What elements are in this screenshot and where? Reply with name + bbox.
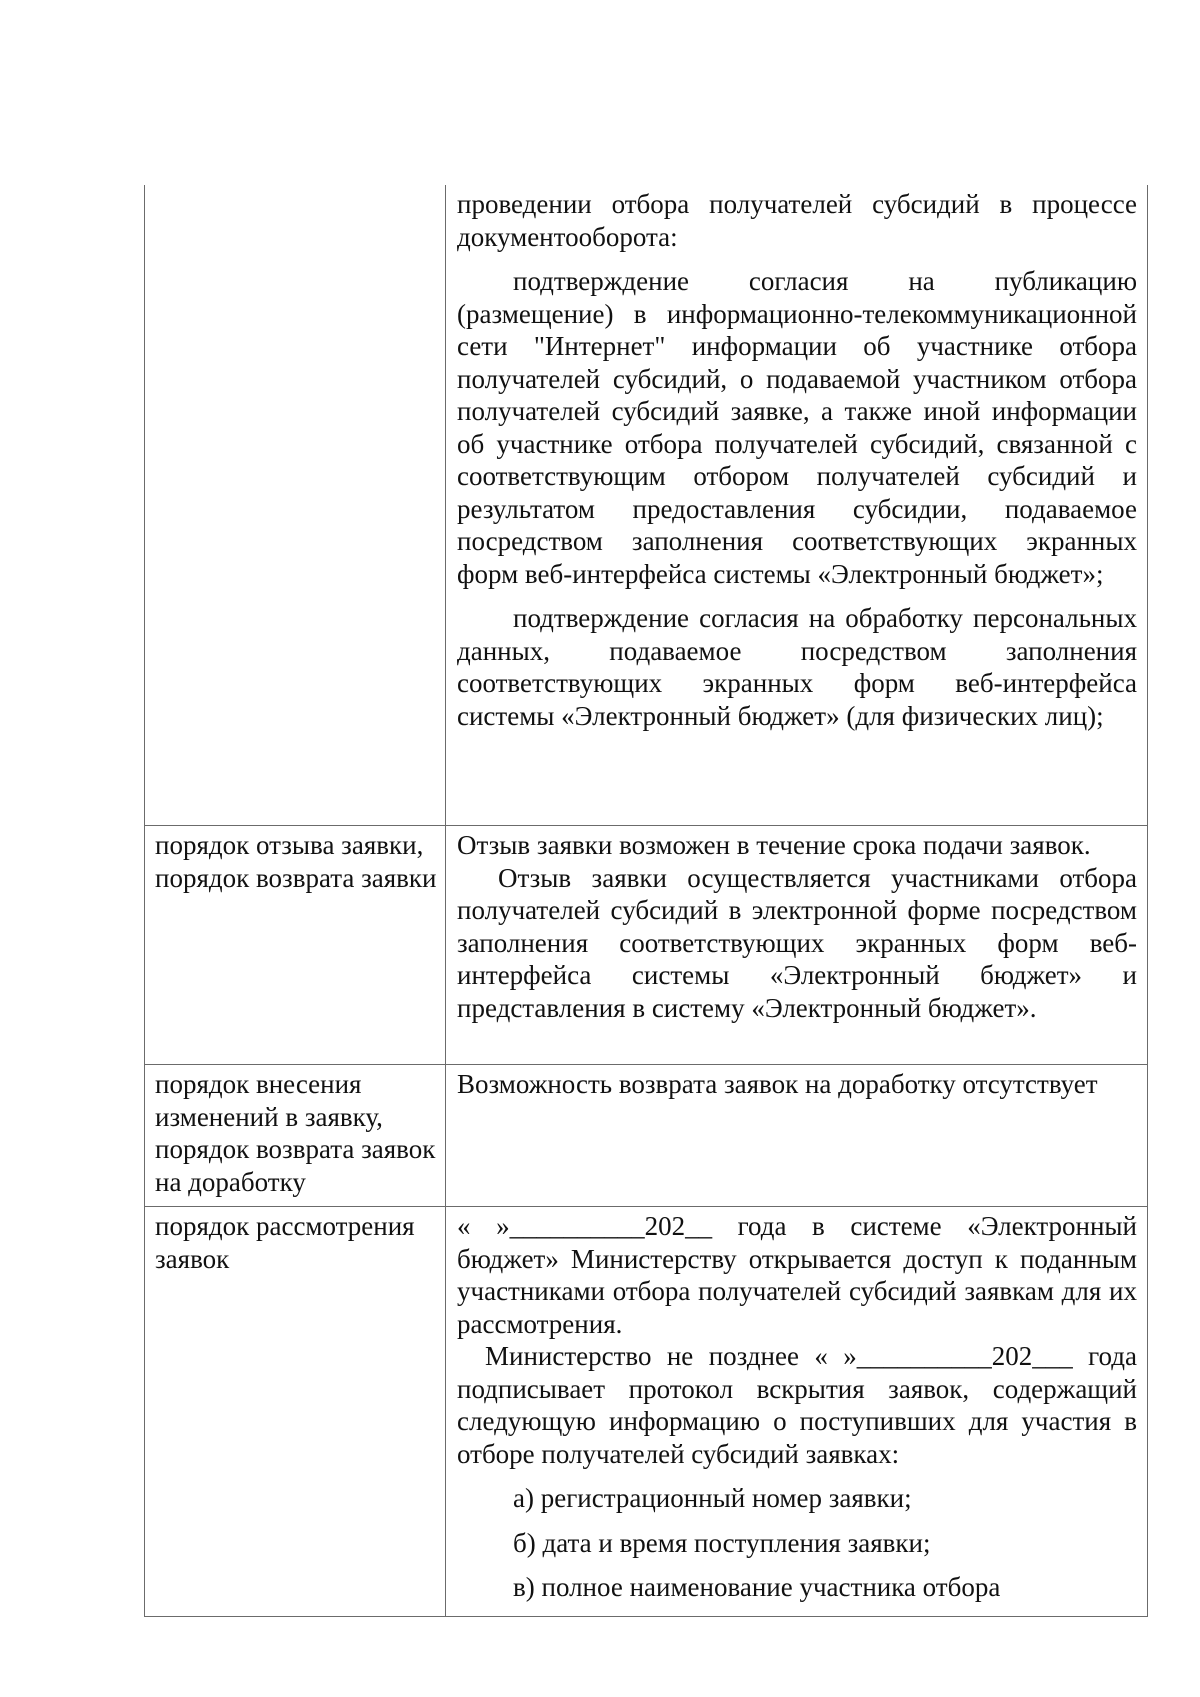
row-content-cell bbox=[446, 1207, 1148, 1617]
row-label: порядок внесения изменений в заявку, порядок возврата заявок на доработку bbox=[155, 1069, 436, 1197]
paragraph: « »__________202__ года в системе «Электронный бюджет» Министерству открывается доступ к поданным участниками отбора получателей субсидий заявкам для их рассмотрения. bbox=[457, 1211, 1137, 1339]
list-item: б) дата и время поступления заявки; bbox=[513, 1527, 931, 1558]
row-content-cell bbox=[446, 826, 1148, 1065]
row-content-cell bbox=[446, 1065, 1148, 1207]
table-row bbox=[145, 1207, 1148, 1617]
row-label-cell bbox=[145, 826, 446, 1065]
row-label: порядок отзыва заявки, порядок возврата заявки bbox=[155, 830, 437, 893]
list-item: а) регистрационный номер заявки; bbox=[513, 1483, 912, 1513]
row-label: порядок рассмотрения заявок bbox=[155, 1211, 415, 1274]
document-table bbox=[144, 185, 1148, 1617]
paragraph: подтверждение согласия на обработку персональных данных, подаваемое посредством заполнения соответствующих экранных форм веб-интерфейса системы «Электронный бюджет» (для физических лиц); bbox=[457, 603, 1137, 731]
table-row bbox=[145, 826, 1148, 1065]
row-label-cell bbox=[145, 1207, 446, 1617]
paragraph: Отзыв заявки осуществляется участниками отбора получателей субсидий в электронной форме посредством заполнения соответствующих экранных форм веб-интерфейса системы «Электронный бюджет» и представления в систему «Электронный бюджет». bbox=[457, 862, 1137, 1023]
row-label bbox=[145, 185, 445, 188]
row-content-cell bbox=[446, 185, 1148, 826]
paragraph: проведении отбора получателей субсидий в процессе документооборота: bbox=[457, 189, 1137, 252]
paragraph: Возможность возврата заявок на доработку отсутствует bbox=[457, 1069, 1098, 1099]
row-label-cell bbox=[145, 185, 446, 826]
paragraph: Отзыв заявки возможен в течение срока подачи заявок. bbox=[457, 830, 1091, 860]
row-label-cell bbox=[145, 1065, 446, 1207]
paragraph: Министерство не позднее « »__________202___ года подписывает протокол вскрытия заявок, содержащий следующую информацию о поступивших для участия в отборе получателей субсидий заявках: bbox=[457, 1341, 1137, 1469]
paragraph: подтверждение согласия на публикацию (размещение) в информационно-телекоммуникационной сети "Интернет" информации об участнике отбора получателей субсидий, о подаваемой участником отбора получателей субсидий заявке, а также иной информации об участнике отбора получателей субсидий, связанной с соответствующим отбором получателей субсидий и результатом предоставления субсидии, подаваемое посредством заполнения соответствующих экранных форм веб-интерфейса системы «Электронный бюджет»; bbox=[457, 266, 1137, 589]
list-item: в) полное наименование участника отбора bbox=[513, 1572, 1001, 1602]
table-row bbox=[145, 185, 1148, 826]
table-row bbox=[145, 1065, 1148, 1207]
